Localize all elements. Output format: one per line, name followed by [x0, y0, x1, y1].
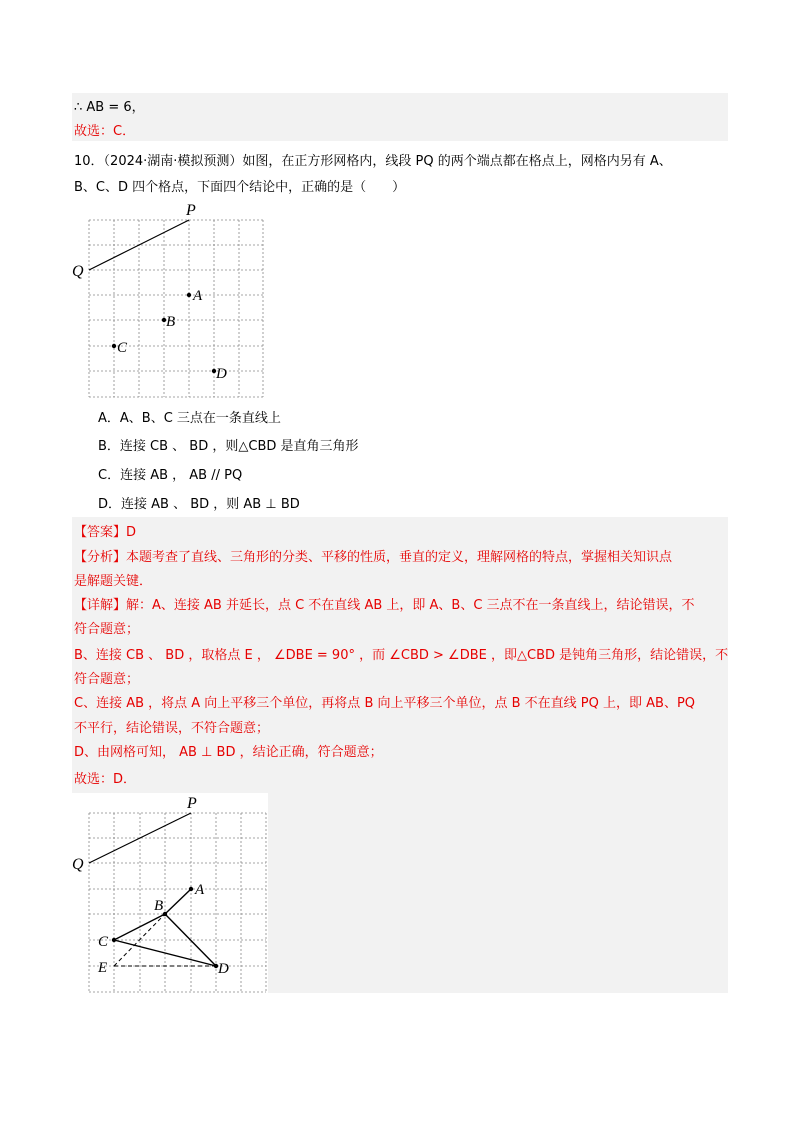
label-p: P: [186, 202, 196, 219]
label-p-2: P: [187, 795, 197, 812]
analysis-line-1: 【分析】本题考查了直线、三角形的分类、平移的性质，垂直的定义，理解网格的特点，掌握相关知识点: [74, 550, 673, 565]
label-d: D: [216, 366, 227, 382]
detail-b-line-2: 符合题意；: [74, 672, 140, 687]
label-b: B: [166, 314, 176, 330]
point-a: [187, 293, 191, 297]
option-d: D．连接 AB 、 BD ，则 AB ⊥ BD: [98, 497, 300, 512]
answer-line: 【答案】D: [74, 525, 137, 540]
label-q: Q: [72, 263, 84, 280]
label-a-2: A: [195, 882, 205, 898]
analysis-line-2: 是解题关键．: [74, 574, 153, 589]
option-a: A．A、B、C 三点在一条直线上: [98, 411, 281, 426]
label-c: C: [117, 340, 128, 356]
label-c-2: C: [98, 934, 109, 950]
point-c-2: [112, 938, 116, 942]
option-c: C．连接 AB ， AB // PQ: [98, 468, 243, 483]
question-line-2: B、C、D 四个格点，下面四个结论中，正确的是（ ）: [74, 180, 406, 195]
detail-b-line-1: B、连接 CB 、 BD ，取格点 E ， ∠DBE = 90° ，而 ∠CBD > ∠DBE ，即△CBD 是钝角三角形，结论错误，不: [74, 648, 729, 663]
prev-line-2: 故选：C．: [74, 124, 136, 139]
label-a: A: [193, 288, 203, 304]
option-b: B．连接 CB 、 BD ，则△CBD 是直角三角形: [98, 439, 359, 454]
end-line: 故选：D．: [74, 772, 137, 787]
point-b-2: [163, 912, 167, 916]
detail-c-line-1: C、连接 AB ，将点 A 向上平移三个单位，再将点 B 向上平移三个单位，点 B 不在直线 PQ 上，即 AB、PQ: [74, 696, 696, 711]
label-e-2: E: [98, 960, 108, 976]
detail-d-line: D、由网格可知， AB ⊥ BD ，结论正确，符合题意；: [74, 745, 383, 760]
figure-1-grid: [70, 198, 270, 400]
figure-2-grid: [70, 793, 270, 995]
label-q-2: Q: [72, 856, 84, 873]
question-line-1: 10．（2024·湖南·模拟预测）如图，在正方形网格内，线段 PQ 的两个端点都在格点上，网格内另有 A、: [74, 154, 672, 169]
detail-line-2: 符合题意；: [74, 622, 140, 637]
label-b-2: B: [154, 898, 164, 914]
detail-line-1: 【详解】解：A、连接 AB 并延长，点 C 不在直线 AB 上，即 A、B、C 三点不在一条直线上，结论错误，不: [74, 598, 695, 613]
detail-c-line-2: 不平行，结论错误，不符合题意；: [74, 721, 270, 736]
prev-solution-block: [72, 93, 728, 141]
label-d-2: D: [218, 961, 229, 977]
prev-line-1: ∴ AB = 6，: [74, 100, 145, 115]
point-a-2: [189, 887, 193, 891]
point-c: [112, 344, 116, 348]
